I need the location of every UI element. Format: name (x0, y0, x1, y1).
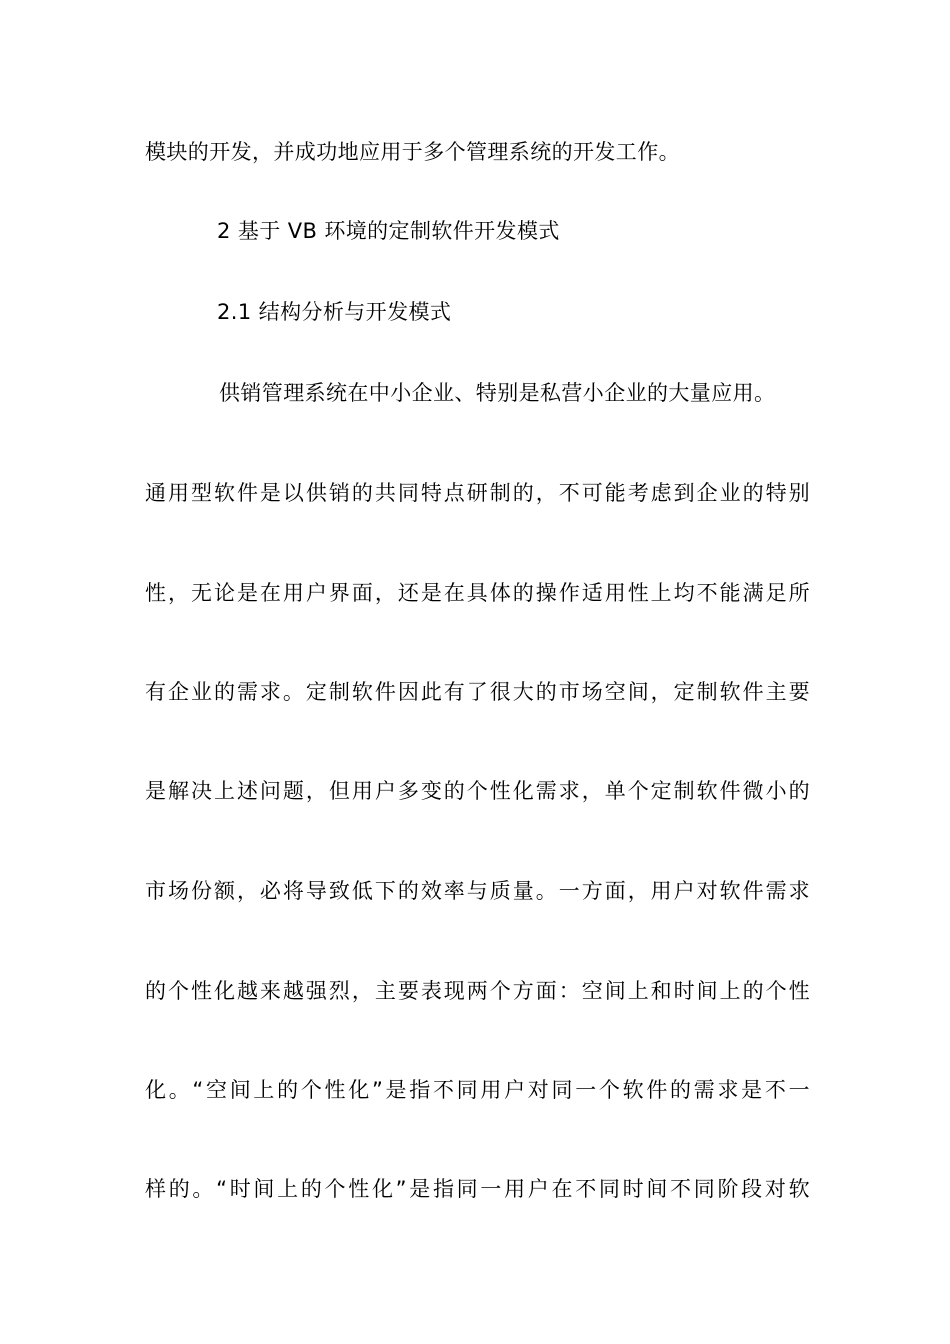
paragraph-line: 是解决上述问题，但用户多变的个性化需求，单个定制软件微小的 (145, 779, 810, 803)
paragraph-line: 模块的开发，并成功地应用于多个管理系统的开发工作。 (145, 140, 680, 164)
paragraph-line: 的个性化越来越强烈，主要表现两个方面：空间上和时间上的个性 (145, 979, 810, 1003)
paragraph-line: 供销管理系统在中小企业、特别是私营小企业的大量应用。 (219, 381, 776, 405)
subsection-heading: 2.1 结构分析与开发模式 (217, 300, 452, 324)
paragraph-line: 通用型软件是以供销的共同特点研制的，不可能考虑到企业的特别 (145, 481, 810, 505)
paragraph-line: 性，无论是在用户界面，还是在具体的操作适用性上均不能满足所 (145, 581, 810, 605)
paragraph-line: 有企业的需求。定制软件因此有了很大的市场空间，定制软件主要 (145, 680, 810, 704)
paragraph-line: 化。“空间上的个性化”是指不同用户对同一个软件的需求是不一 (145, 1078, 810, 1102)
paragraph-line: 市场份额，必将导致低下的效率与质量。一方面，用户对软件需求 (145, 879, 810, 903)
section-heading: 2 基于 VB 环境的定制软件开发模式 (217, 219, 560, 243)
paragraph-line: 样的。“时间上的个性化”是指同一用户在不同时间不同阶段对软 (145, 1177, 810, 1201)
